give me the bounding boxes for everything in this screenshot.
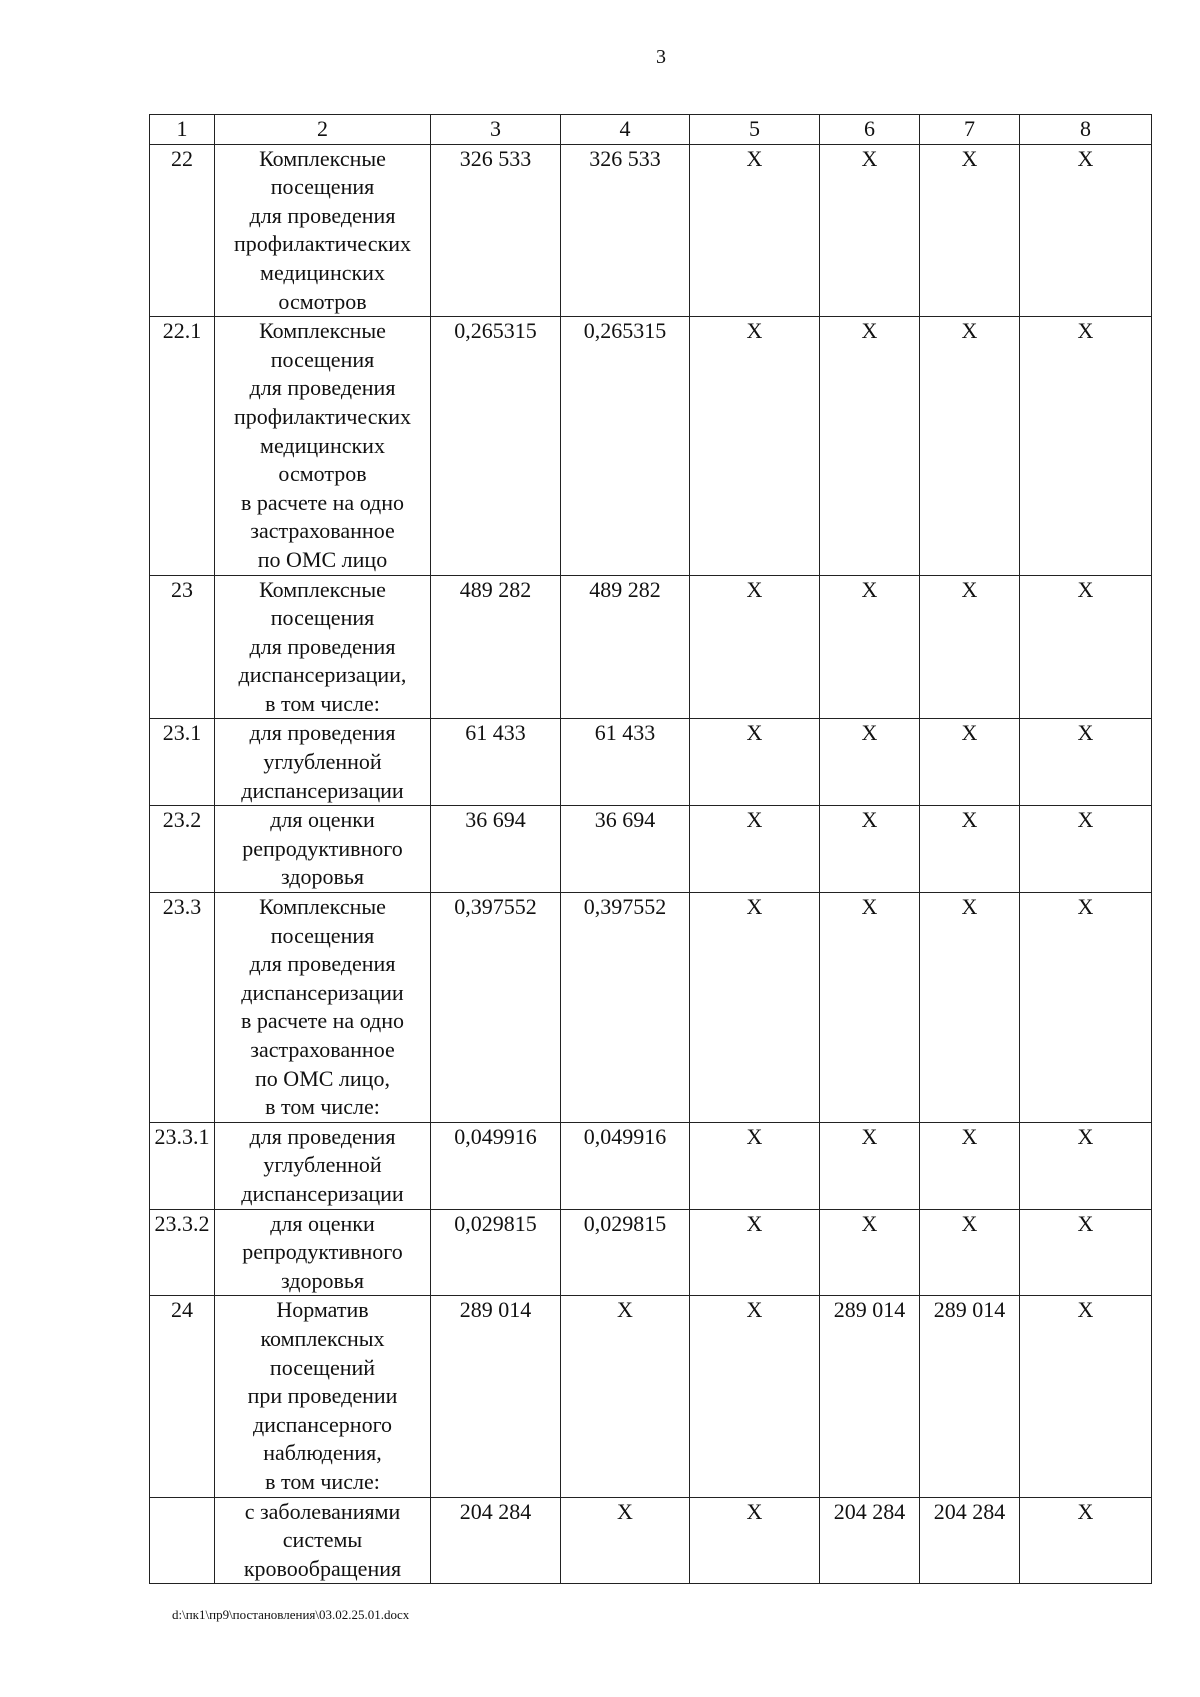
col6-cell: X [820,575,920,719]
table-row [150,1209,1152,1296]
column-header: 4 [561,115,690,145]
col7-cell: X [920,1122,1020,1209]
col3-cell: 289 014 [431,1296,561,1497]
col3-cell: 0,029815 [431,1209,561,1296]
row-number-cell: 22 [150,144,215,317]
col4-cell: 36 694 [561,806,690,893]
column-header: 8 [1020,115,1152,145]
col4-cell: 0,397552 [561,893,690,1123]
row-number-cell: 24 [150,1296,215,1497]
col5-cell: X [690,1122,820,1209]
col6-cell: X [820,806,920,893]
col5-cell: X [690,317,820,575]
col7-cell: X [920,317,1020,575]
col7-cell: 204 284 [920,1497,1020,1584]
col7-cell: X [920,1209,1020,1296]
col6-cell: X [820,719,920,806]
table-header-row [150,115,1152,145]
col4-cell: 0,049916 [561,1122,690,1209]
description-cell: Комплексные посещения для проведения профилактических медицинских осмотров [215,144,431,317]
table-row [150,1497,1152,1584]
data-table [149,114,1152,1584]
col4-cell: X [561,1497,690,1584]
col3-cell: 489 282 [431,575,561,719]
col4-cell: 0,265315 [561,317,690,575]
col7-cell: X [920,575,1020,719]
col7-cell: X [920,144,1020,317]
col7-cell: X [920,893,1020,1123]
description-cell: для оценки репродуктивного здоровья [215,1209,431,1296]
column-header: 7 [920,115,1020,145]
col6-cell: 289 014 [820,1296,920,1497]
col8-cell: X [1020,1497,1152,1584]
col5-cell: X [690,806,820,893]
col6-cell: 204 284 [820,1497,920,1584]
table-row [150,1296,1152,1497]
description-cell: с заболеваниями системы кровообращения [215,1497,431,1584]
description-cell: Комплексные посещения для проведения диспансеризации, в том числе: [215,575,431,719]
table-row [150,719,1152,806]
col4-cell: 0,029815 [561,1209,690,1296]
table-row [150,893,1152,1123]
page-number: 3 [656,46,666,68]
col5-cell: X [690,1209,820,1296]
table-row [150,806,1152,893]
col8-cell: X [1020,144,1152,317]
description-cell: для оценки репродуктивного здоровья [215,806,431,893]
col3-cell: 0,049916 [431,1122,561,1209]
col3-cell: 0,397552 [431,893,561,1123]
col8-cell: X [1020,317,1152,575]
col3-cell: 36 694 [431,806,561,893]
col8-cell: X [1020,1122,1152,1209]
col8-cell: X [1020,1209,1152,1296]
description-cell: для проведения углубленной диспансеризации [215,1122,431,1209]
col5-cell: X [690,719,820,806]
col4-cell: 61 433 [561,719,690,806]
col5-cell: X [690,1296,820,1497]
table-row [150,317,1152,575]
col8-cell: X [1020,806,1152,893]
row-number-cell [150,1497,215,1584]
row-number-cell: 23.2 [150,806,215,893]
col4-cell: 326 533 [561,144,690,317]
description-cell: Комплексные посещения для проведения профилактических медицинских осмотров в расчете на одно застрахованное по ОМС лицо [215,317,431,575]
column-header: 6 [820,115,920,145]
col8-cell: X [1020,893,1152,1123]
col4-cell: X [561,1296,690,1497]
col6-cell: X [820,144,920,317]
col8-cell: X [1020,719,1152,806]
col6-cell: X [820,317,920,575]
col6-cell: X [820,893,920,1123]
row-number-cell: 23 [150,575,215,719]
col3-cell: 326 533 [431,144,561,317]
description-cell: Комплексные посещения для проведения диспансеризации в расчете на одно застрахованное по ОМС лицо, в том числе: [215,893,431,1123]
col3-cell: 61 433 [431,719,561,806]
row-number-cell: 23.3.1 [150,1122,215,1209]
col7-cell: X [920,806,1020,893]
description-cell: для проведения углубленной диспансеризации [215,719,431,806]
col5-cell: X [690,893,820,1123]
col3-cell: 0,265315 [431,317,561,575]
col3-cell: 204 284 [431,1497,561,1584]
col5-cell: X [690,144,820,317]
description-cell: Норматив комплексных посещений при проведении диспансерного наблюдения, в том числе: [215,1296,431,1497]
col6-cell: X [820,1209,920,1296]
row-number-cell: 23.3.2 [150,1209,215,1296]
table-row [150,1122,1152,1209]
col4-cell: 489 282 [561,575,690,719]
col7-cell: 289 014 [920,1296,1020,1497]
row-number-cell: 23.1 [150,719,215,806]
col8-cell: X [1020,575,1152,719]
column-header: 5 [690,115,820,145]
table-row [150,144,1152,317]
column-header: 2 [215,115,431,145]
column-header: 1 [150,115,215,145]
col5-cell: X [690,575,820,719]
footer-file-path: d:\пк1\пр9\постановления\03.02.25.01.docx [172,1607,410,1622]
col5-cell: X [690,1497,820,1584]
col8-cell: X [1020,1296,1152,1497]
col7-cell: X [920,719,1020,806]
column-header: 3 [431,115,561,145]
row-number-cell: 23.3 [150,893,215,1123]
table-row [150,575,1152,719]
row-number-cell: 22.1 [150,317,215,575]
col6-cell: X [820,1122,920,1209]
